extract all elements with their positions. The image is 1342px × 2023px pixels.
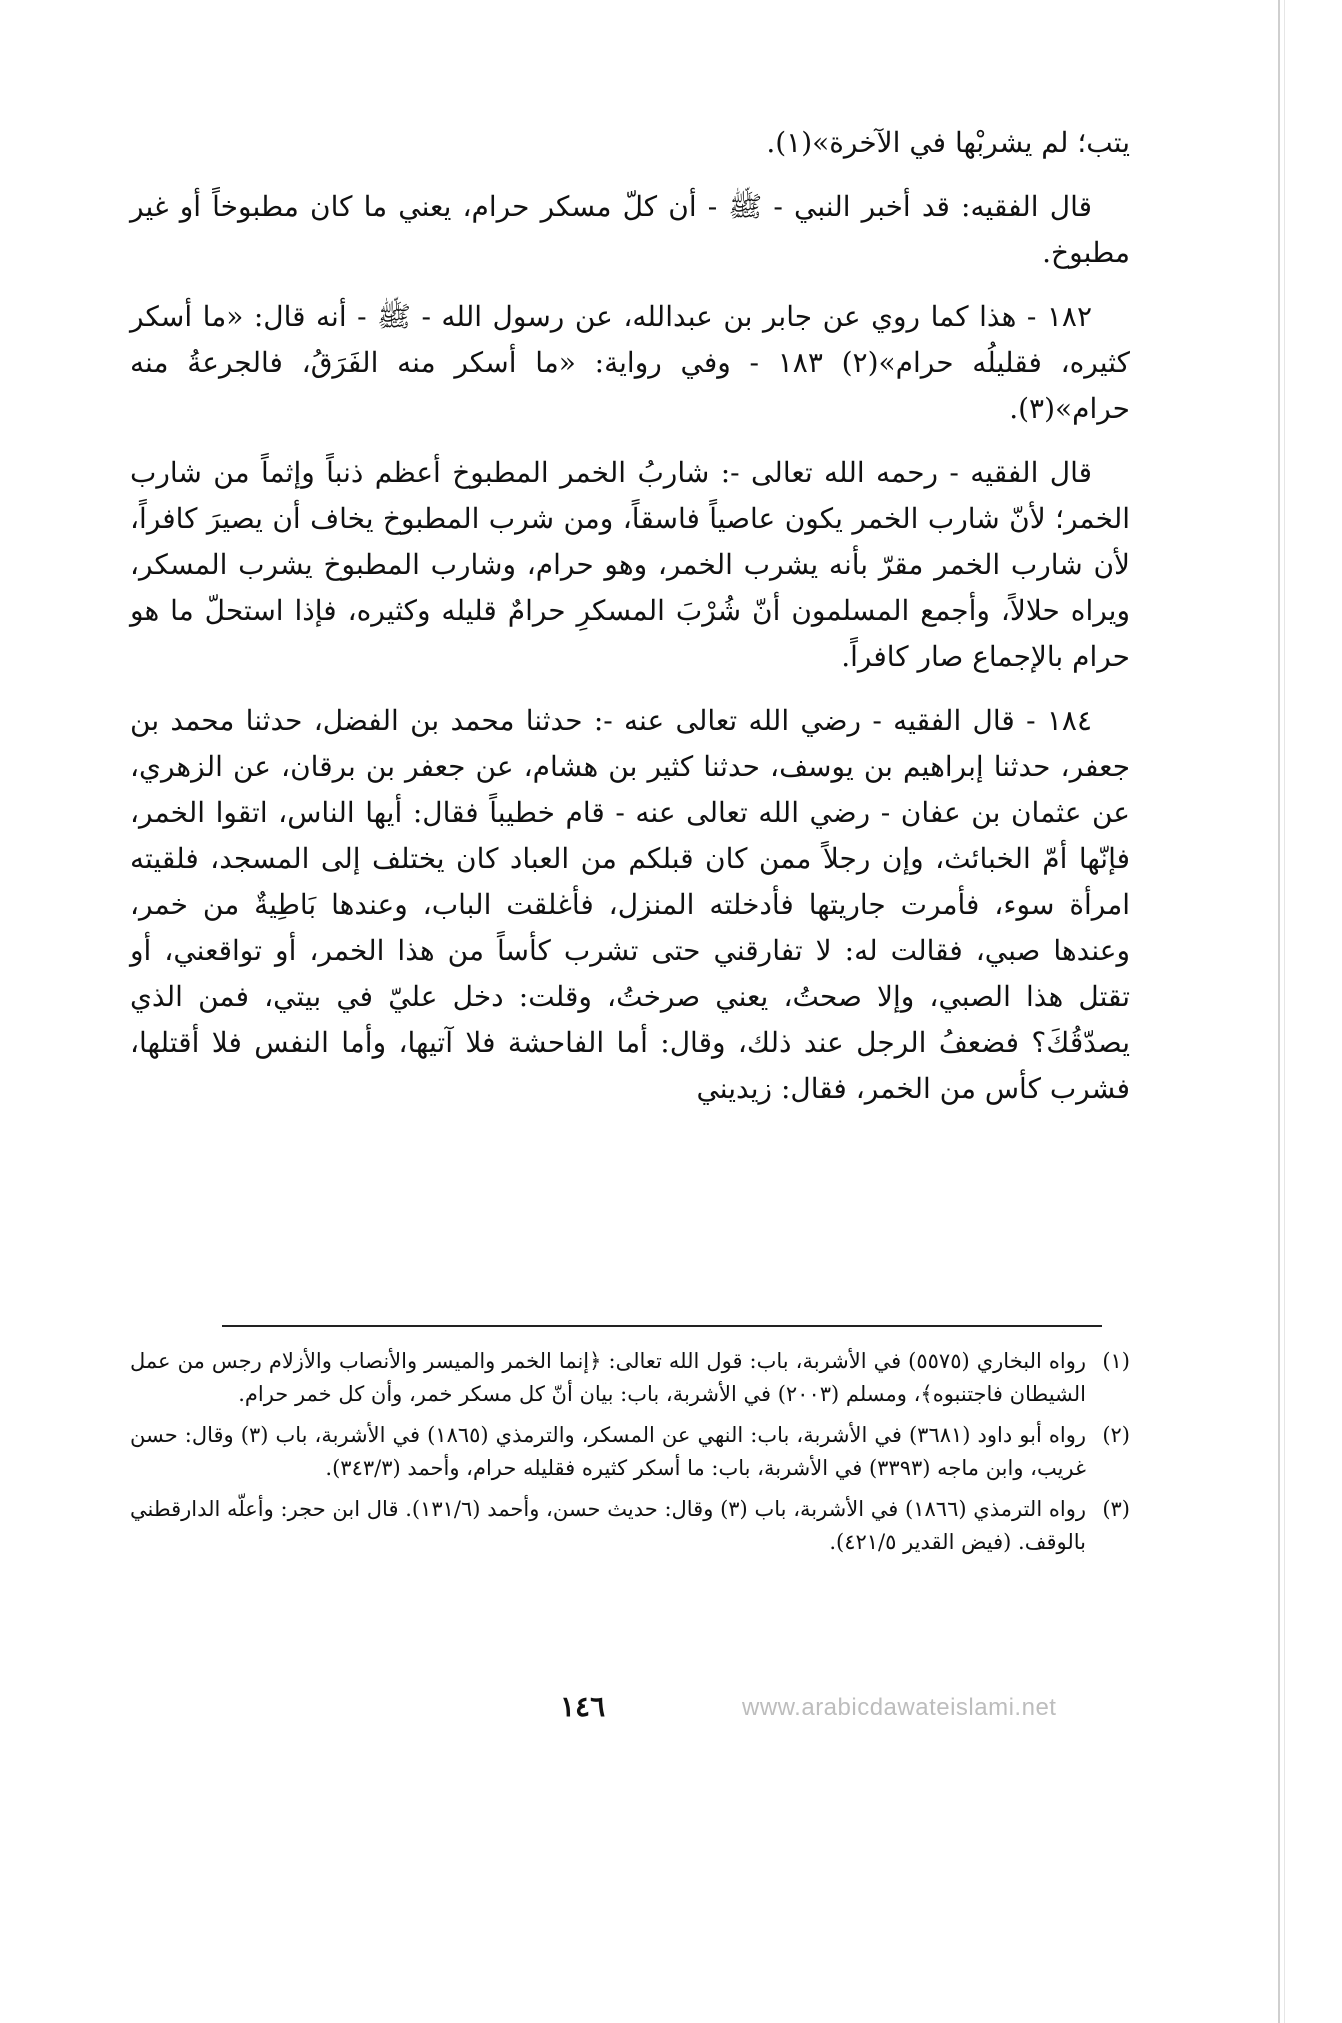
footnote-item: [130, 1419, 1130, 1485]
footnote-item: [130, 1493, 1130, 1559]
footnote-text: رواه البخاري (٥٥٧٥) في الأشربة، باب: قول الله تعالى: ﴿إنما الخمر والميسر والأنصاب والأزلام رجس من عمل الشيطان فاجتنبوه﴾، ومسلم (٢٠٠٣) في الأشربة، باب: بيان أنّ كل مسكر خمر، وأن كل خمر حرام.: [130, 1349, 1086, 1406]
footnote-divider: [222, 1325, 1102, 1327]
paragraph-3-hadith-182: ١٨٢ - هذا كما روي عن جابر بن عبدالله، عن رسول الله - ﷺ - أنه قال: «ما أسكر كثيره، فقليلُه حرام»(٢) ١٨٣ - وفي رواية: «ما أسكر منه الفَرَقُ، فالجرعةُ منه حرام»(٣).: [130, 300, 1130, 425]
page-footer: [0, 1690, 1342, 1730]
paragraph-5-hadith-184: ١٨٤ - قال الفقيه - رضي الله تعالى عنه -: حدثنا محمد بن الفضل، حدثنا محمد بن جعفر، حدثنا إبراهيم بن يوسف، حدثنا كثير بن هشام، عن جعفر بن برقان، عن الزهري، عن عثمان بن عفان - رضي الله تعالى عنه - قام خطيباً فقال: أيها الناس، اتقوا الخمر، فإنّها أمّ الخبائث، وإن رجلاً ممن كان قبلكم من العباد كان يختلف إلى المسجد، فلقيته امرأة سوء، فأمرت جاريتها فأدخلته المنزل، فأغلقت الباب، وعندها بَاطِيةٌ من خمر، وعندها صبي، فقالت له: لا تفارقني حتى تشرب كأساً من هذا الخمر، أو تواقعني، أو تقتل هذا الصبي، وإلا صحتُ، يعني صرختُ، وقلت: دخل عليّ في بيتي، فمن الذي يصدّقُكَ؟ فضعفُ الرجل عند ذلك، وقال: أما الفاحشة فلا آتيها، وأما النفس فلا أقتلها، فشرب كأس من الخمر، فقال: زيديني: [130, 704, 1131, 1105]
paragraph-4: قال الفقيه - رحمه الله تعالى -: شاربُ الخمر المطبوخ أعظم ذنباً وإثماً من شارب الخمر؛ لأنّ شارب الخمر يكون عاصياً فاسقاً، ومن شرب المطبوخ يخاف أن يصيرَ كافراً، لأن شارب الخمر مقرّ بأنه يشرب الخمر، وهو حرام، وشارب المطبوخ يشرب المسكر، ويراه حلالاً، وأجمع المسلمون أنّ شُرْبَ المسكرِ حرامٌ قليله وكثيره، فإذا استحلّ ما هو حرام بالإجماع صار كافراً.: [130, 456, 1130, 673]
footnote-text: رواه الترمذي (١٨٦٦) في الأشربة، باب (٣) وقال: حديث حسن، وأحمد (١٣١/٦). قال ابن حجر: وأعلّه الدارقطني بالوقف. (فيض القدير ٤٢١/٥).: [130, 1497, 1086, 1554]
page-number: ١٤٦: [560, 1690, 606, 1723]
footnote-number: (٢): [1102, 1423, 1130, 1447]
watermark-url: www.arabicdawateislami.net: [742, 1694, 1057, 1721]
footnote-number: (١): [1102, 1349, 1130, 1373]
footnotes: [130, 1345, 1130, 1567]
main-text: [130, 120, 1130, 1130]
paragraph-2: قال الفقيه: قد أخبر النبي - ﷺ - أن كلّ مسكر حرام، يعني ما كان مطبوخاً أو غير مطبوخ.: [130, 190, 1130, 269]
footnote-text: رواه أبو داود (٣٦٨١) في الأشربة، باب: النهي عن المسكر، والترمذي (١٨٦٥) في الأشربة، باب (٣) وقال: حسن غريب، وابن ماجه (٣٣٩٣) في الأشربة، باب: ما أسكر كثيره فقليله حرام، وأحمد (٣٤٣/٣).: [130, 1423, 1087, 1480]
paragraph-1: يتب؛ لم يشربْها في الآخرة»(١).: [766, 126, 1130, 159]
footnote-number: (٣): [1102, 1497, 1130, 1521]
footnote-item: [130, 1345, 1130, 1411]
